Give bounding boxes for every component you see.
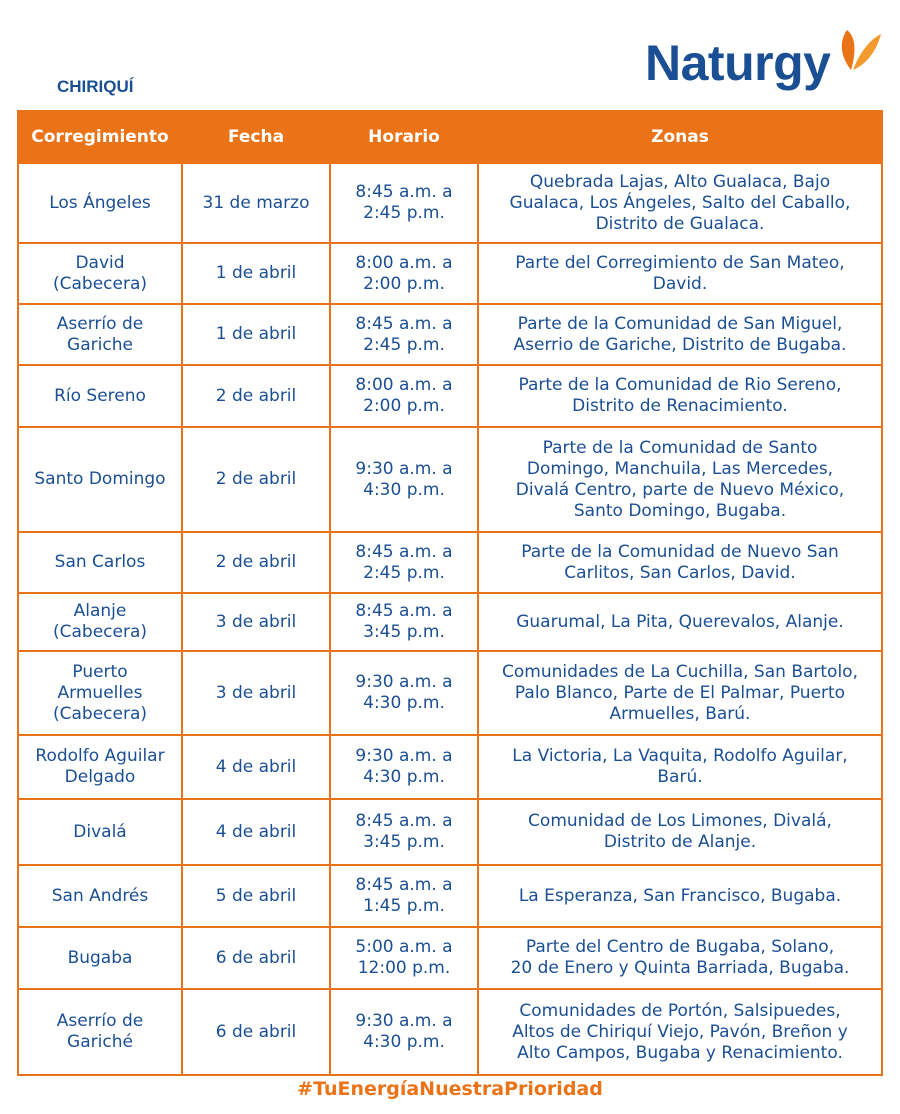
table-row [18, 989, 882, 1075]
corregimiento-cell: Santo Domingo [18, 427, 182, 532]
corregimiento-cell: San Carlos [18, 532, 182, 593]
horario-cell: 5:00 a.m. a 12:00 p.m. [330, 927, 478, 989]
zonas-cell: Quebrada Lajas, Alto Gualaca, Bajo Gualaca, Los Ángeles, Salto del Caballo, Distrito de Gualaca. [478, 163, 882, 243]
horario-cell: 9:30 a.m. a 4:30 p.m. [330, 651, 478, 735]
table-row [18, 243, 882, 304]
horario-cell: 8:00 a.m. a 2:00 p.m. [330, 243, 478, 304]
corregimiento-cell: Aserrío de Gariché [18, 989, 182, 1075]
corregimiento-cell: Rodolfo Aguilar Delgado [18, 735, 182, 799]
header-horario: Horario [330, 111, 478, 163]
zonas-cell: Parte del Centro de Bugaba, Solano, 20 de Enero y Quinta Barriada, Bugaba. [478, 927, 882, 989]
zonas-cell: Comunidades de La Cuchilla, San Bartolo, Palo Blanco, Parte de El Palmar, Puerto Armuelles, Barú. [478, 651, 882, 735]
fecha-cell: 6 de abril [182, 927, 330, 989]
table-row [18, 365, 882, 427]
zonas-cell: Guarumal, La Pita, Querevalos, Alanje. [478, 593, 882, 651]
horario-cell: 8:45 a.m. a 1:45 p.m. [330, 865, 478, 927]
table-row [18, 799, 882, 865]
region-title: CHIRIQUÍ [57, 77, 134, 96]
zonas-cell: Parte de la Comunidad de San Miguel, Aserrio de Gariche, Distrito de Bugaba. [478, 304, 882, 365]
table-row [18, 927, 882, 989]
zonas-cell: Parte de la Comunidad de Santo Domingo, Manchuila, Las Mercedes, Divalá Centro, parte de Nuevo México, Santo Domingo, Bugaba. [478, 427, 882, 532]
corregimiento-cell: Río Sereno [18, 365, 182, 427]
table-row [18, 163, 882, 243]
table-row [18, 427, 882, 532]
horario-cell: 8:45 a.m. a 2:45 p.m. [330, 532, 478, 593]
table-header-row [18, 111, 882, 163]
fecha-cell: 2 de abril [182, 532, 330, 593]
fecha-cell: 3 de abril [182, 651, 330, 735]
fecha-cell: 1 de abril [182, 243, 330, 304]
horario-cell: 8:45 a.m. a 2:45 p.m. [330, 163, 478, 243]
header-fecha: Fecha [182, 111, 330, 163]
fecha-cell: 4 de abril [182, 799, 330, 865]
corregimiento-cell: Alanje (Cabecera) [18, 593, 182, 651]
corregimiento-cell: Aserrío de Gariche [18, 304, 182, 365]
fecha-cell: 4 de abril [182, 735, 330, 799]
zonas-cell: La Victoria, La Vaquita, Rodolfo Aguilar, Barú. [478, 735, 882, 799]
hashtag: #TuEnergíaNuestraPrioridad [297, 1078, 603, 1100]
horario-cell: 9:30 a.m. a 4:30 p.m. [330, 427, 478, 532]
horario-cell: 8:45 a.m. a 3:45 p.m. [330, 799, 478, 865]
schedule-table [17, 110, 883, 1076]
corregimiento-cell: Los Ángeles [18, 163, 182, 243]
zonas-cell: Parte de la Comunidad de Nuevo San Carlitos, San Carlos, David. [478, 532, 882, 593]
fecha-cell: 2 de abril [182, 427, 330, 532]
table-row [18, 735, 882, 799]
zonas-cell: Parte de la Comunidad de Rio Sereno, Distrito de Renacimiento. [478, 365, 882, 427]
corregimiento-cell: Puerto Armuelles (Cabecera) [18, 651, 182, 735]
zonas-cell: Comunidad de Los Limones, Divalá, Distrito de Alanje. [478, 799, 882, 865]
horario-cell: 8:00 a.m. a 2:00 p.m. [330, 365, 478, 427]
butterfly-icon [833, 26, 883, 76]
zonas-cell: Comunidades de Portón, Salsipuedes, Altos de Chiriquí Viejo, Pavón, Breñon y Alto Campos, Bugaba y Renacimiento. [478, 989, 882, 1075]
fecha-cell: 31 de marzo [182, 163, 330, 243]
horario-cell: 9:30 a.m. a 4:30 p.m. [330, 989, 478, 1075]
table-row [18, 304, 882, 365]
fecha-cell: 3 de abril [182, 593, 330, 651]
horario-cell: 8:45 a.m. a 3:45 p.m. [330, 593, 478, 651]
corregimiento-cell: San Andrés [18, 865, 182, 927]
fecha-cell: 1 de abril [182, 304, 330, 365]
fecha-cell: 2 de abril [182, 365, 330, 427]
horario-cell: 8:45 a.m. a 2:45 p.m. [330, 304, 478, 365]
table-row [18, 865, 882, 927]
corregimiento-cell: Bugaba [18, 927, 182, 989]
corregimiento-cell: Divalá [18, 799, 182, 865]
table-row [18, 532, 882, 593]
corregimiento-cell: David (Cabecera) [18, 243, 182, 304]
table-row [18, 651, 882, 735]
zonas-cell: Parte del Corregimiento de San Mateo, David. [478, 243, 882, 304]
fecha-cell: 6 de abril [182, 989, 330, 1075]
header-corregimiento: Corregimiento [18, 111, 182, 163]
horario-cell: 9:30 a.m. a 4:30 p.m. [330, 735, 478, 799]
naturgy-logo [645, 26, 885, 98]
table-row [18, 593, 882, 651]
zonas-cell: La Esperanza, San Francisco, Bugaba. [478, 865, 882, 927]
header-zonas: Zonas [478, 111, 882, 163]
fecha-cell: 5 de abril [182, 865, 330, 927]
logo-wordmark: Naturgy [645, 35, 831, 91]
